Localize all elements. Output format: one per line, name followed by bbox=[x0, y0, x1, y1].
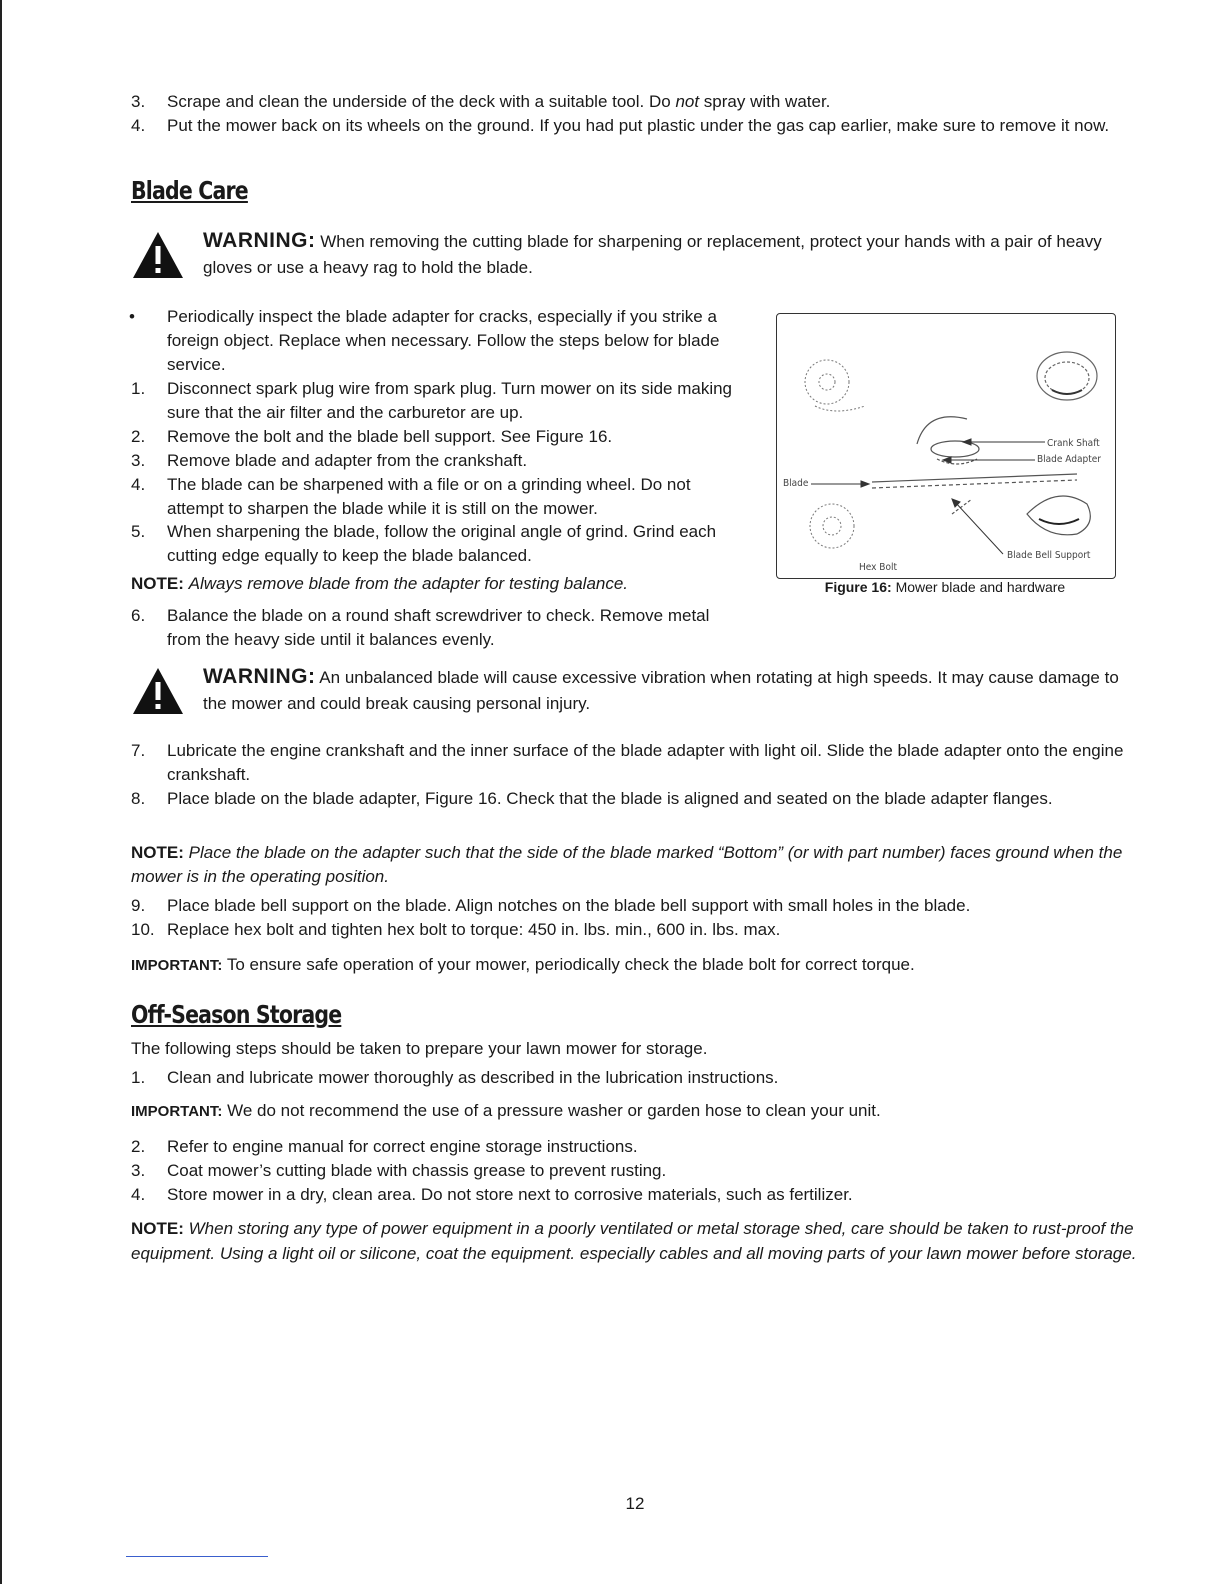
label-crank-shaft: Crank Shaft bbox=[1047, 438, 1100, 449]
step-text: Store mower in a dry, clean area. Do not store next to corrosive materials, such as fertilizer. bbox=[167, 1185, 853, 1204]
storage-step-1 bbox=[131, 1066, 1141, 1090]
step-number: 4. bbox=[131, 1185, 146, 1204]
warning-label: WARNING: bbox=[203, 229, 316, 252]
step-number: 3. bbox=[131, 1161, 146, 1180]
note-text: Place the blade on the adapter such that the side of the blade marked “Bottom” (or with part number) faces ground when the mower is in the operating position. bbox=[131, 843, 1123, 886]
crank-top-view bbox=[805, 360, 865, 411]
page-number: 12 bbox=[625, 1494, 645, 1513]
step-text: The blade can be sharpened with a file or on a grinding wheel. Do not attempt to sharpen the blade while it is still on the mower. bbox=[167, 475, 691, 518]
bell-support-top-view bbox=[1037, 352, 1097, 400]
step-text: Place blade bell support on the blade. Align notches on the blade bell support with small holes in the blade. bbox=[167, 896, 971, 915]
note-label: NOTE: bbox=[131, 1219, 184, 1238]
step-number: 2. bbox=[131, 427, 146, 446]
bottom-rule bbox=[126, 1556, 268, 1557]
important-label: IMPORTANT: bbox=[131, 957, 223, 974]
storage-intro: The following steps should be taken to prepare your lawn mower for storage. bbox=[131, 1039, 708, 1058]
note-blade-orientation bbox=[131, 841, 1141, 889]
note-balance bbox=[131, 572, 751, 596]
blade-step-10 bbox=[131, 918, 1141, 942]
blade-step-6 bbox=[131, 604, 741, 652]
step-number: 3. bbox=[131, 451, 146, 470]
hex-bolt-part bbox=[810, 504, 854, 548]
step-text: Coat mower’s cutting blade with chassis grease to prevent rusting. bbox=[167, 1161, 667, 1180]
step-number: 4. bbox=[131, 116, 146, 135]
warning-triangle-icon bbox=[131, 666, 185, 716]
storage-step-3 bbox=[131, 1159, 1141, 1183]
warning-triangle-icon bbox=[131, 230, 185, 280]
step-text: Place blade on the blade adapter, Figure 16. Check that the blade is aligned and seated on the blade adapter flanges. bbox=[167, 789, 1053, 808]
step-text: Put the mower back on its wheels on the ground. If you had put plastic under the gas cap earlier, make sure to remove it now. bbox=[167, 116, 1110, 135]
intro-step-4 bbox=[131, 114, 1121, 138]
note-label: NOTE: bbox=[131, 574, 184, 593]
bullet-text: Periodically inspect the blade adapter for cracks, especially if you strike a foreign object. Replace when necessary. Follow the steps below for blade service. bbox=[167, 307, 720, 374]
intro-step-3 bbox=[131, 90, 1141, 114]
bell-support-part bbox=[952, 496, 1090, 535]
step-text: Remove the bolt and the blade bell support. See Figure 16. bbox=[167, 427, 613, 446]
label-hex-bolt: Hex Bolt bbox=[859, 562, 898, 573]
step-text: Clean and lubricate mower thoroughly as described in the lubrication instructions. bbox=[167, 1068, 779, 1087]
storage-step-2 bbox=[131, 1135, 1141, 1159]
step-text: Lubricate the engine crankshaft and the inner surface of the blade adapter with light oil. Slide the blade adapter onto the engine crankshaft. bbox=[167, 741, 1124, 784]
important-text: To ensure safe operation of your mower, periodically check the blade bolt for correct torque. bbox=[226, 955, 915, 974]
step-number: 2. bbox=[131, 1137, 146, 1156]
step-text: Replace hex bolt and tighten hex bolt to torque: 450 in. lbs. min., 600 in. lbs. max. bbox=[167, 920, 781, 939]
caption-label: Figure 16: bbox=[824, 579, 892, 595]
blade-step-1 bbox=[131, 377, 751, 425]
warning-text: When removing the cutting blade for sharpening or replacement, protect your hands with a pair of heavy gloves or use a heavy rag to hold the blade. bbox=[203, 232, 1102, 277]
inspection-bullet bbox=[131, 305, 741, 377]
page-edge-rule bbox=[0, 0, 2, 1584]
step-text: When sharpening the blade, follow the original angle of grind. Grind each cutting edge equally to keep the blade balanced. bbox=[167, 522, 717, 565]
figure-16-diagram bbox=[776, 313, 1116, 579]
blade-step-3 bbox=[131, 449, 751, 473]
label-blade-bell-support: Blade Bell Support bbox=[1007, 550, 1091, 561]
step-text: Remove blade and adapter from the crankshaft. bbox=[167, 451, 528, 470]
step-number: 6. bbox=[131, 606, 146, 625]
warning-label: WARNING: bbox=[203, 665, 316, 688]
warning-block-1 bbox=[203, 228, 1123, 281]
blade-part bbox=[872, 474, 1077, 488]
figure-16-caption bbox=[776, 578, 1114, 596]
important-text: We do not recommend the use of a pressure washer or garden hose to clean your unit. bbox=[227, 1101, 881, 1120]
section-heading-off-season-storage: Off-Season Storage bbox=[131, 1000, 342, 1029]
step-number: 7. bbox=[131, 741, 146, 760]
step-number: 1. bbox=[131, 1068, 146, 1087]
section-heading-blade-care: Blade Care bbox=[131, 176, 248, 205]
bullet-dot: • bbox=[129, 307, 135, 326]
warning-text: An unbalanced blade will cause excessive vibration when rotating at high speeds. It may cause damage to the mower and could break causing personal injury. bbox=[203, 668, 1119, 713]
step-number: 5. bbox=[131, 522, 146, 541]
step-text: Disconnect spark plug wire from spark plug. Turn mower on its side making sure that the air filter and the carburetor are up. bbox=[167, 379, 733, 422]
blade-step-2 bbox=[131, 425, 751, 449]
blade-step-9 bbox=[131, 894, 1141, 918]
blade-step-7 bbox=[131, 739, 1141, 787]
blade-step-8 bbox=[131, 787, 1141, 811]
note-label: NOTE: bbox=[131, 843, 184, 862]
step-text: Refer to engine manual for correct engine storage instructions. bbox=[167, 1137, 638, 1156]
leader-lines bbox=[811, 439, 1045, 554]
step-text: Scrape and clean the underside of the deck with a suitable tool. Do not spray with water. bbox=[167, 92, 831, 111]
step-number: 1. bbox=[131, 379, 146, 398]
label-blade-adapter: Blade Adapter bbox=[1037, 454, 1101, 465]
step-number: 8. bbox=[131, 789, 146, 808]
important-label: IMPORTANT: bbox=[131, 1103, 223, 1120]
storage-step-4 bbox=[131, 1183, 1141, 1207]
step-number: 9. bbox=[131, 896, 146, 915]
note-text: When storing any type of power equipment in a poorly ventilated or metal storage shed, care should be taken to rust-proof the equipment. Using a light oil or silicone, coat the equipment. especially cables and all moving parts of your lawn mower before storage. bbox=[131, 1219, 1137, 1263]
important-torque bbox=[131, 953, 1141, 978]
important-washer bbox=[131, 1099, 1141, 1124]
step-number: 4. bbox=[131, 475, 146, 494]
label-blade: Blade bbox=[783, 478, 809, 489]
step-number: 10. bbox=[131, 920, 155, 939]
warning-block-2 bbox=[203, 664, 1123, 717]
blade-step-4 bbox=[131, 473, 751, 521]
caption-text: Mower blade and hardware bbox=[895, 579, 1066, 595]
step-text: Balance the blade on a round shaft screwdriver to check. Remove metal from the heavy side until it balances evenly. bbox=[167, 606, 710, 649]
step-number: 3. bbox=[131, 92, 146, 111]
note-text: Always remove blade from the adapter for testing balance. bbox=[188, 574, 629, 593]
blade-step-5 bbox=[131, 520, 756, 568]
note-storage-shed bbox=[131, 1216, 1141, 1266]
